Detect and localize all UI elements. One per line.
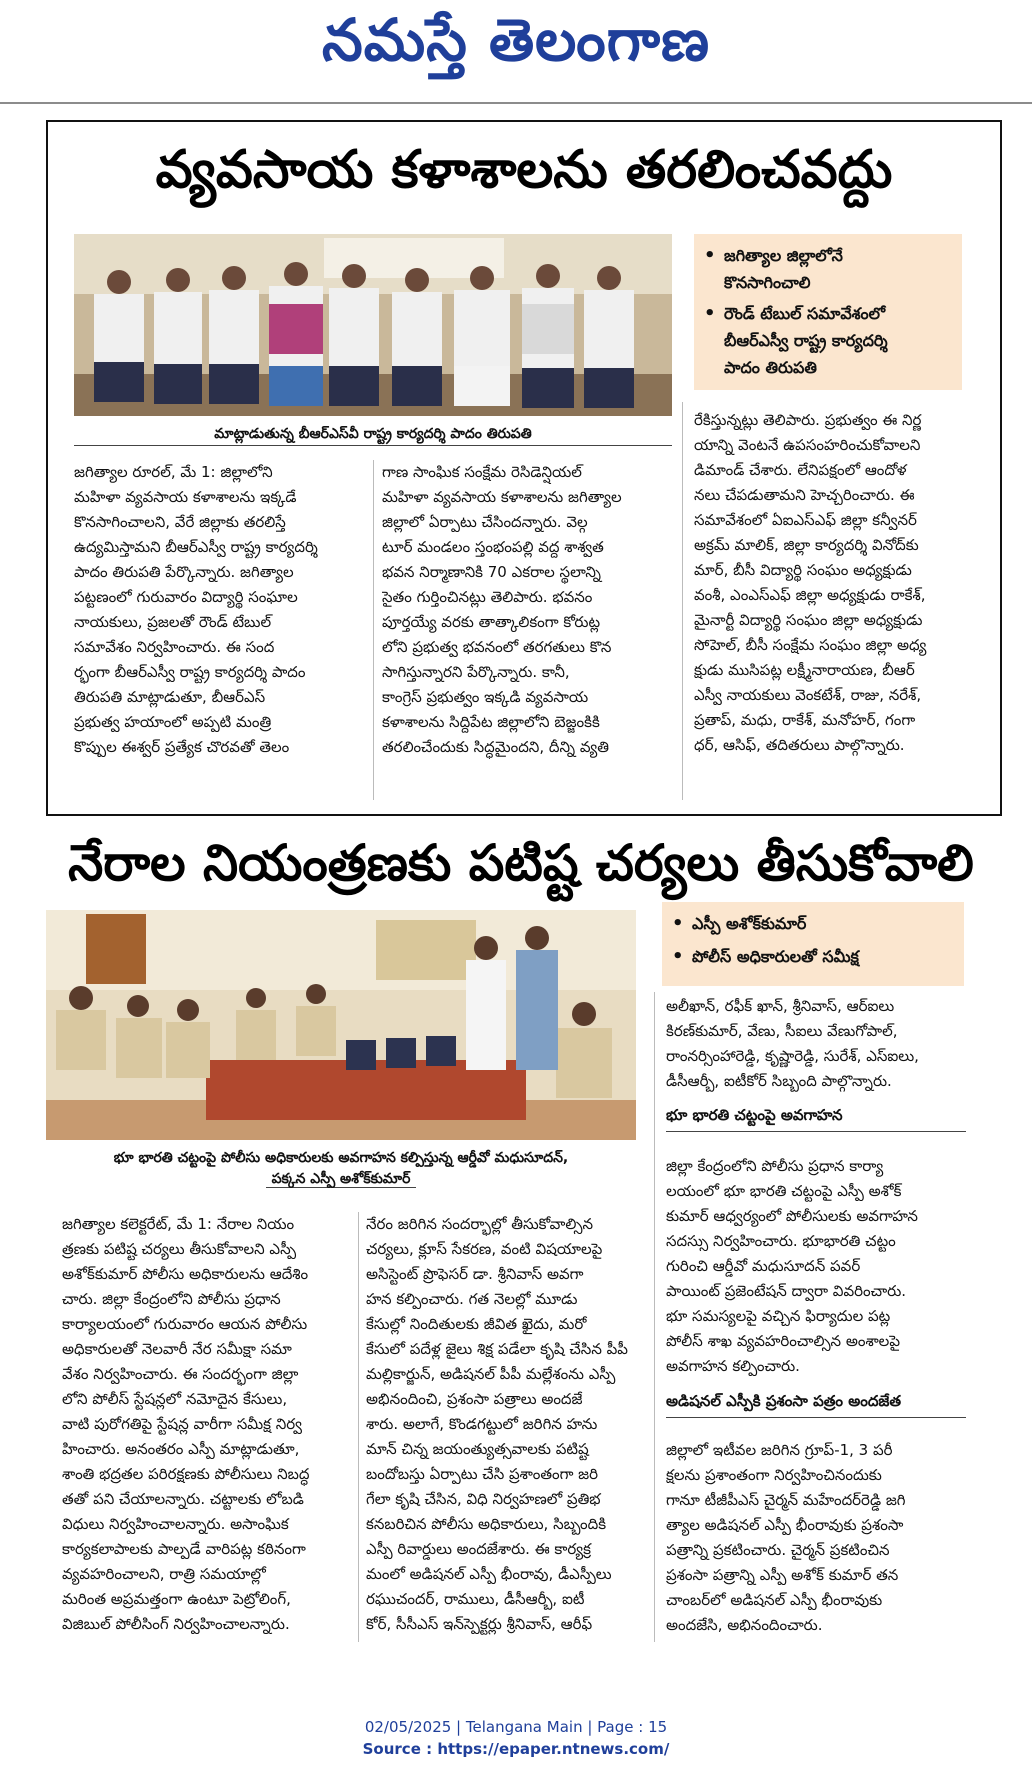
bullet-icon: • xyxy=(672,946,684,967)
footer-source-link[interactable]: Source : https://epaper.ntnews.com/ xyxy=(362,1740,670,1758)
column-divider xyxy=(373,460,374,800)
article2-column-1: జగిత్యాల కలెక్టరేట్, మే 1: నేరాల నియం త్రణకు పటిష్ట చర్యలు తీసుకోవాలని ఎస్పీ అశోక్‌కుమార్ పోలీసు అధికారులను ఆదేశిం చారు. జిల్లా కేంద్రంలోని పోలీసు ప్రధాన కార్యాలయంలో గురువారం ఆయన పోలీసు అధికారులతో నెలవారీ నేర సమీక్షా సమా వేశం నిర్వహించారు. ఈ సందర్భంగా జిల్లా లోని పోలీస్ స్టేషన్లలో నమోదైన కేసులు, వాటి పురోగతిపై స్టేషన్ల వారీగా సమీక్ష నిర్వ హించారు. అనంతరం ఎస్పీ మాట్లాడుతూ, శాంతి భద్రతల పరిరక్షణకు పోలీసులు నిబద్ధ తతో పని చేయాలన్నారు. చట్టాలకు లోబడి విధులు నిర్వహించాలన్నారు. అసాంఘిక కార్యకలాపాలకు పాల్పడే వారిపట్ల కఠినంగా వ్యవహరించాలని, రాత్రి సమయాల్లో మరింత అప్రమత్తంగా ఉంటూ పెట్రోలింగ్, విజిబుల్ పోలీసింగ్ నిర్వహించాలన్నారు. xyxy=(62,1215,310,1633)
meeting-photo-illustration xyxy=(74,234,672,416)
article1-column-1: జగిత్యాల రూరల్, మే 1: జిల్లాలోని మహిళా వ్యవసాయ కళాశాలను ఇక్కడే కొనసాగించాలని, వేరే జిల్లాకు తరలిస్తే ఉద్యమిస్తామని బీఆర్‌ఎస్వీ రాష్ట్ర కార్యదర్శి పాదం తిరుపతి పేర్కొన్నారు. జగిత్యాల పట్టణంలో గురువారం విద్యార్థి సంఘాల నాయకులు, ప్రజలతో రౌండ్ టేబుల్ సమావేశం నిర్వహించారు. ఈ సంద ర్భంగా బీఆర్‌ఎస్వీ రాష్ట్ర కార్యదర్శి పాదం తిరుపతి మాట్లాడుతూ, బీఆర్‌ఎస్ ప్రభుత్వ హయాంలో అప్పటి మంత్రి కొప్పుల ఈశ్వర్ ప్రత్యేక చొరవతో తెలం xyxy=(74,463,318,756)
highlight-item: • జగిత్యాల జిల్లాలోనే కొనసాగించాలి xyxy=(704,242,952,296)
article1-column-2: గాణ సాంఘిక సంక్షేమ రెసిడెన్షియల్ మహిళా వ్యవసాయ కళాశాలను జగిత్యాల జిల్లాలో ఏర్పాటు చేసిందన్నారు. వెల్గ టూర్ మండలం స్తంభంపల్లి వద్ద శాశ్వత భవన నిర్మాణానికి 70 ఎకరాల స్థలాన్ని సైతం గుర్తించినట్లు తెలిపారు. భవనం పూర్తయ్యే వరకు తాత్కాలికంగా కోరుట్ల లోని ప్రభుత్వ భవనంలో తరగతులు కొన సాగిస్తున్నారని పేర్కొన్నారు. కానీ, కాంగ్రెస్ ప్రభుత్వం ఇక్కడి వ్యవసాయ కళాశాలను సిద్దిపేట జిల్లాలోని బెజ్జంకికి తరలించేందుకు సిద్ధమైందని, దీన్ని వ్యతి xyxy=(382,463,622,756)
article1-column-3: రేకిస్తున్నట్లు తెలిపారు. ప్రభుత్వం ఈ నిర్ణ యాన్ని వెంటనే ఉపసంహరించుకోవాలని డిమాండ్ చేశారు. లేనిపక్షంలో ఆందోళ నలు చేపడుతామని హెచ్చరించారు. ఈ సమావేశంలో ఏఐఎస్ఎఫ్ జిల్లా కన్వీనర్ అక్రమ్ మాలిక్, జిల్లా కార్యదర్శి వినోద్‌కు మార్, బీసీ విద్యార్థి సంఘం అధ్యక్షుడు వంశీ, ఎంఎస్ఎఫ్ జిల్లా అధ్యక్షుడు రాకేశ్, మైనార్టీ విద్యార్థి సంఘం జిల్లా అధ్యక్షుడు సోహెల్, బీసీ సంక్షేమ సంఘం జిల్లా అధ్య క్షుడు ముసిపట్ల లక్ష్మీనారాయణ, బీఆర్ ఎస్వీ నాయకులు వెంకటేశ్, రాజు, నరేశ్, ప్రతాప్, మధు, రాకేశ్, మనోహర్, గంగా ధర్, ఆసిఫ్, తదితరులు పాల్గొన్నారు. xyxy=(694,411,927,754)
article-agri-college xyxy=(46,120,1002,816)
subheading-bhu-bharati: భూ భారతి చట్టంపై అవగాహన xyxy=(666,1106,966,1132)
article1-headline: వ్యవసాయ కళాశాలను తరలించవద్దు xyxy=(155,140,893,200)
highlight-item: • పోలీస్ అధికారులతో సమీక్ష xyxy=(672,943,954,970)
bullet-icon: • xyxy=(704,245,716,266)
masthead-rule xyxy=(0,102,1032,104)
column-divider xyxy=(654,992,655,1642)
article1-photo xyxy=(74,234,672,416)
article2-column-3-part3: జిల్లాలో ఇటీవల జరిగిన గ్రూప్-1, 3 పరీ క్షలను ప్రశాంతంగా నిర్వహించినందుకు గానూ టీజీపీఎస్ చైర్మన్ మహేందర్‌రెడ్డి జగి త్యాల అడిషనల్ ఎస్పీ భీంరావుకు ప్రశంసా పత్రాన్ని ప్రకటించారు. చైర్మన్ ప్రకటించిన ప్రశంసా పత్రాన్ని ఎస్పీ అశోక్ కుమార్ తన చాంబర్‌లో అడిషనల్ ఎస్పీ భీంరావుకు అందజేసి, అభినందించారు. xyxy=(666,1441,906,1634)
footer-date-page: 02/05/2025 | Telangana Main | Page : 15 xyxy=(364,1718,668,1736)
review-meeting-photo-illustration xyxy=(46,910,636,1140)
article-crime-control xyxy=(40,822,1006,1670)
article2-headline: నేరాల నియంత్రణకు పటిష్ట చర్యలు తీసుకోవాలి xyxy=(68,834,974,892)
article1-highlights xyxy=(694,234,962,390)
highlight-item: • రౌండ్ టేబుల్ సమావేశంలో బీఆర్‌ఎస్వీ రాష్ట్ర కార్యదర్శి పాదం తిరుపతి xyxy=(704,300,952,381)
article2-photo-caption: భూ భారతి చట్టంపై పోలీసు అధికారులకు అవగాహన కల్పిస్తున్న ఆర్డీవో మధుసూదన్, పక్కన ఎస్పీ అశోక్‌కుమార్ xyxy=(113,1150,569,1187)
subheading-appreciation: అడిషనల్ ఎస్పీకి ప్రశంసా పత్రం అందజేత xyxy=(666,1392,966,1418)
article2-photo xyxy=(46,910,636,1140)
column-divider xyxy=(358,1212,359,1642)
article1-photo-caption: మాట్లాడుతున్న బీఆర్‌ఎస్‌వీ రాష్ట్ర కార్యదర్శి పాదం తిరుపతి xyxy=(74,424,672,446)
bullet-icon: • xyxy=(672,913,684,934)
article2-highlights xyxy=(662,902,964,986)
column-divider xyxy=(682,402,683,800)
article2-column-3-part2: జిల్లా కేంద్రంలోని పోలీసు ప్రధాన కార్యా లయంలో భూ భారతి చట్టంపై ఎస్పీ అశోక్ కుమార్ ఆధ్వర్యంలో పోలీసులకు అవగాహన సదస్సు నిర్వహించారు. భూభారతి చట్టం గురించి ఆర్డీవో మధుసూదన్ పవర్ పాయింట్ ప్రజెంటేషన్ ద్వారా వివరించారు. భూ సమస్యలపై వచ్చిన ఫిర్యాదుల పట్ల పోలీస్ శాఖ వ్యవహరించాల్సిన అంశాలపై అవగాహన కల్పించారు. xyxy=(666,1157,918,1375)
page-footer xyxy=(0,1716,1032,1760)
masthead xyxy=(0,0,1032,104)
article2-column-2: నేరం జరిగిన సందర్భాల్లో తీసుకోవాల్సిన చర్యలు, క్లూస్ సేకరణ, వంటి విషయాలపై అసిస్టెంట్ ప్రొఫెసర్ డా. శ్రీనివాస్ అవగా హన కల్పించారు. గత నెలల్లో మూడు కేసుల్లో నిందితులకు జీవిత ఖైదు, మరో కేసులో పదేళ్ల జైలు శిక్ష పడేలా కృషి చేసిన పీపీ మల్లికార్జున్, అడిషనల్ పీపీ మల్లేశంను ఎస్పీ అభినందించి, ప్రశంసా పత్రాలు అందజే శారు. అలాగే, కొండగట్టులో జరిగిన హను మాన్ చిన్న జయంత్యుత్సవాలకు పటిష్ట బందోబస్తు ఏర్పాటు చేసి ప్రశాంతంగా జరి గేలా కృషి చేసిన, విధి నిర్వహణలో ప్రతిభ కనబరిచిన పోలీసు అధికారులు, సిబ్బందికి ఎస్పీ రివార్డులు అందజేశారు. ఈ కార్యక్ర మంలో అడిషనల్ ఎస్పీ భీంరావు, డీఎస్పీలు రఘుచందర్, రాములు, డీసీఆర్బీ, ఐటీ కోర్, సీసీఎస్ ఇన్‌స్పెక్టర్లు శ్రీనివాస్, ఆరీఫ్ xyxy=(366,1215,628,1633)
highlight-item: • ఎస్పీ అశోక్‌కుమార్ xyxy=(672,910,954,937)
article2-column-3-part1: అలీఖాన్, రఫీక్ ఖాన్, శ్రీనివాస్, ఆర్ఐలు కిరణ్‌కుమార్, వేణు, సీఐలు వేణుగోపాల్, రాంనర్సింహారెడ్డి, కృష్ణారెడ్డి, సురేశ్, ఎస్ఐలు, డీసీఆర్బీ, ఐటీకోర్ సిబ్బంది పాల్గొన్నారు. xyxy=(666,997,919,1090)
bullet-icon: • xyxy=(704,303,716,324)
newspaper-logo: నమస్తే తెలంగాణ xyxy=(322,6,710,74)
